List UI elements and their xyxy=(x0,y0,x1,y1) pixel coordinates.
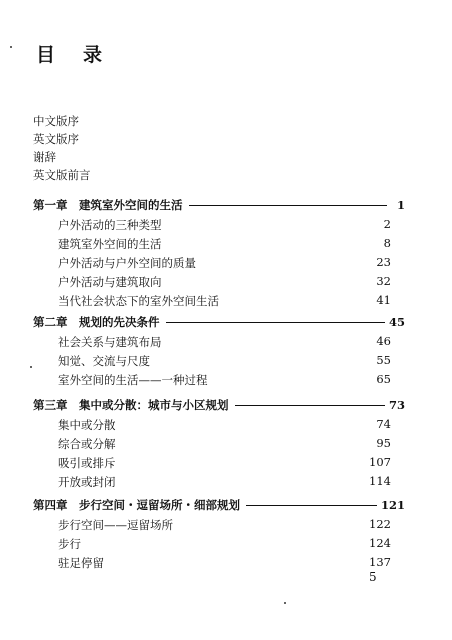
section-title: 综合或分解 xyxy=(58,437,116,451)
chapter-title: 第四章 步行空间・逗留场所・细部规划 xyxy=(33,498,240,512)
section-page: 95 xyxy=(376,436,391,450)
section-entry[interactable] xyxy=(33,453,405,472)
section-title: 建筑室外空间的生活 xyxy=(58,237,162,251)
leader-line xyxy=(189,205,388,206)
section-entry[interactable] xyxy=(33,434,405,453)
page-number: 5 xyxy=(369,570,377,584)
section-page: 107 xyxy=(369,455,391,469)
chapter-heading[interactable] xyxy=(33,195,405,215)
chapter-heading[interactable] xyxy=(33,495,405,515)
section-title: 步行空间——逗留场所 xyxy=(58,518,173,532)
section-page: 114 xyxy=(369,474,391,488)
chapter-2 xyxy=(33,312,405,389)
section-page: 46 xyxy=(376,334,391,348)
chapter-title: 第三章 集中或分散：城市与小区规划 xyxy=(33,398,229,412)
title-char-1: 目 xyxy=(36,44,56,66)
section-page: 32 xyxy=(376,274,391,288)
section-entry[interactable] xyxy=(33,253,405,272)
section-list xyxy=(33,215,405,310)
front-matter-item[interactable]: 中文版序 xyxy=(33,114,79,128)
leader-line xyxy=(246,505,377,506)
chapter-page: 121 xyxy=(380,498,405,512)
front-matter-item[interactable]: 谢辞 xyxy=(33,150,56,164)
chapter-4 xyxy=(33,495,405,572)
section-title: 步行 xyxy=(58,537,81,551)
section-list xyxy=(33,332,405,389)
section-entry[interactable] xyxy=(33,515,405,534)
chapter-3 xyxy=(33,395,405,491)
chapter-1 xyxy=(33,195,405,310)
toc-title xyxy=(36,40,102,67)
title-char-2: 录 xyxy=(83,44,103,66)
section-title: 户外活动与户外空间的质量 xyxy=(58,256,196,270)
section-title: 驻足停留 xyxy=(58,556,104,570)
section-title: 室外空间的生活——一种过程 xyxy=(58,373,208,387)
section-list xyxy=(33,415,405,491)
section-title: 当代社会状态下的室外空间生活 xyxy=(58,294,219,308)
section-entry[interactable] xyxy=(33,553,405,572)
section-title: 知觉、交流与尺度 xyxy=(58,354,150,368)
chapter-heading[interactable] xyxy=(33,312,405,332)
section-page: 137 xyxy=(369,555,391,569)
front-matter-item[interactable]: 英文版前言 xyxy=(33,168,91,182)
chapter-title: 第二章 规划的先决条件 xyxy=(33,315,160,329)
section-entry[interactable] xyxy=(33,332,405,351)
chapter-page: 45 xyxy=(388,315,405,329)
front-matter-list xyxy=(33,112,91,184)
section-entry[interactable] xyxy=(33,215,405,234)
chapter-heading[interactable] xyxy=(33,395,405,415)
leader-line xyxy=(166,322,385,323)
section-page: 74 xyxy=(376,417,391,431)
section-title: 集中或分散 xyxy=(58,418,116,432)
section-entry[interactable] xyxy=(33,415,405,434)
section-page: 41 xyxy=(376,293,391,307)
section-entry[interactable] xyxy=(33,291,405,310)
section-page: 8 xyxy=(383,236,391,250)
section-entry[interactable] xyxy=(33,472,405,491)
section-page: 55 xyxy=(376,353,391,367)
section-entry[interactable] xyxy=(33,234,405,253)
section-page: 65 xyxy=(376,372,391,386)
section-page: 23 xyxy=(376,255,391,269)
section-title: 户外活动与建筑取向 xyxy=(58,275,162,289)
section-title: 户外活动的三种类型 xyxy=(58,218,162,232)
chapter-page: 73 xyxy=(388,398,405,412)
scan-speck xyxy=(30,366,32,368)
section-page: 122 xyxy=(369,517,391,531)
chapter-page: 1 xyxy=(396,198,405,212)
section-list xyxy=(33,515,405,572)
section-page: 2 xyxy=(383,217,391,231)
chapter-title: 第一章 建筑室外空间的生活 xyxy=(33,198,183,212)
section-entry[interactable] xyxy=(33,534,405,553)
scan-speck xyxy=(284,602,286,604)
front-matter-item[interactable]: 英文版序 xyxy=(33,132,79,146)
section-entry[interactable] xyxy=(33,370,405,389)
section-entry[interactable] xyxy=(33,272,405,291)
section-title: 开放或封闭 xyxy=(58,475,116,489)
scan-speck xyxy=(10,46,12,48)
leader-line xyxy=(235,405,385,406)
section-page: 124 xyxy=(369,536,391,550)
section-entry[interactable] xyxy=(33,351,405,370)
section-title: 社会关系与建筑布局 xyxy=(58,335,162,349)
section-title: 吸引或排斥 xyxy=(58,456,116,470)
